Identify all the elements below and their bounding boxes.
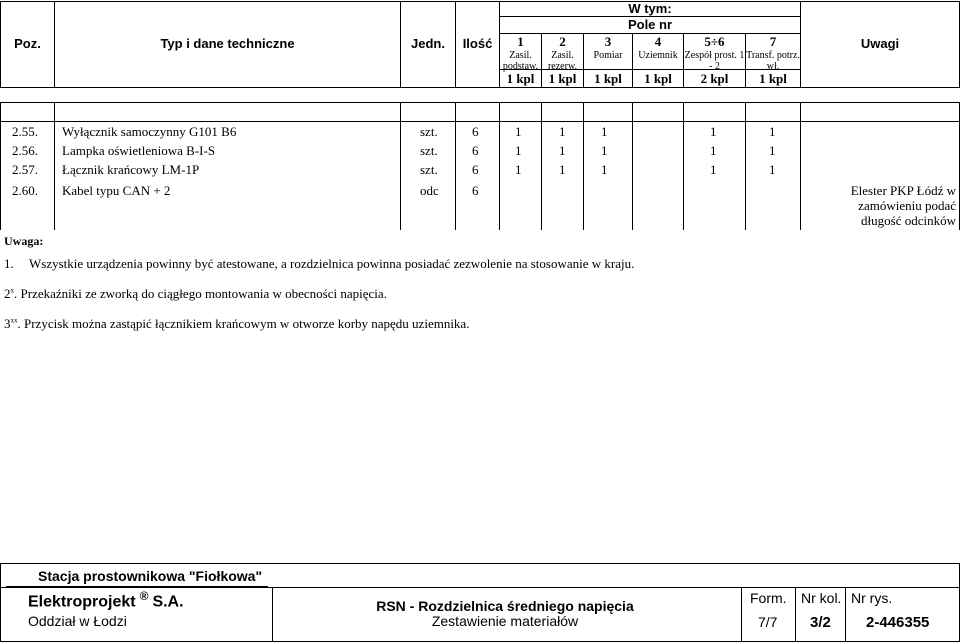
col-4-head: 4 Uziemnik	[638, 34, 678, 61]
header-bottom-border	[0, 87, 960, 88]
col-4-kpl: 1 kpl	[644, 71, 672, 86]
col-3-head: 3 Pomiar	[593, 34, 623, 61]
header-poz: Poz.	[14, 36, 41, 51]
header-unit: Jedn.	[411, 36, 445, 51]
nr-kol-label: Nr kol.	[801, 590, 842, 606]
doc-title: RSN - Rozdzielnica średniego napięcia	[376, 598, 634, 614]
header-qty: Ilość	[462, 36, 493, 51]
header-w-tym: W tym:	[628, 1, 672, 16]
col-2-kpl: 1 kpl	[548, 71, 577, 86]
col-3-kpl: 1 kpl	[594, 71, 622, 86]
nr-kol-value: 3/2	[810, 614, 831, 631]
station-name: Stacja prostownikowa "Fiołkowa"	[38, 568, 263, 584]
note-item: 2$^x$. Przekaźniki ze zworką do ciągłego montowania w obecności napięcia.	[4, 286, 387, 301]
nr-rys-label: Nr rys.	[851, 590, 893, 606]
header-pole-nr: Pole nr	[627, 17, 673, 32]
form-value: 7/7	[758, 614, 778, 630]
col-6-kpl: 1 kpl	[759, 71, 787, 86]
note-item: 1. Wszystkie urządzenia powinny być atestowane, a rozdzielnica powinna posiadać zezwolenie na stosowanie w kraju.	[4, 256, 635, 271]
doc-subtitle: Zestawienie materiałów	[431, 613, 579, 629]
header-uwagi: Uwagi	[860, 36, 900, 51]
notes-title: Uwaga:	[4, 234, 44, 248]
col-1-kpl: 1 kpl	[506, 71, 535, 86]
col-6-head: 7 Transf. potrz. wł.	[746, 34, 800, 72]
header-type: Typ i dane techniczne	[160, 36, 295, 51]
col-2-head: 2 Zasil. rezerw.	[547, 34, 578, 72]
company-logo: Elektroprojekt ® S.A.	[28, 589, 184, 611]
col-1-head: 1 Zasil. podstaw.	[502, 34, 539, 72]
col-5-head: 5÷6 Zespół prost. 1 - 2	[684, 34, 745, 72]
note-item: 3$^{xx}$. Przycisk można zastąpić łącznikiem krańcowym w otworze korby napędu uziemnika.	[4, 316, 470, 331]
header-top-border	[0, 1, 960, 2]
form-label: Form.	[750, 590, 787, 606]
col-5-kpl: 2 kpl	[700, 71, 729, 86]
nr-rys-value: 2-446355	[866, 614, 930, 631]
row-note: Elester PKP Łódź w zamówieniu podać długość odcinków	[850, 183, 956, 228]
company-branch: Oddział w Łodzi	[28, 613, 127, 629]
